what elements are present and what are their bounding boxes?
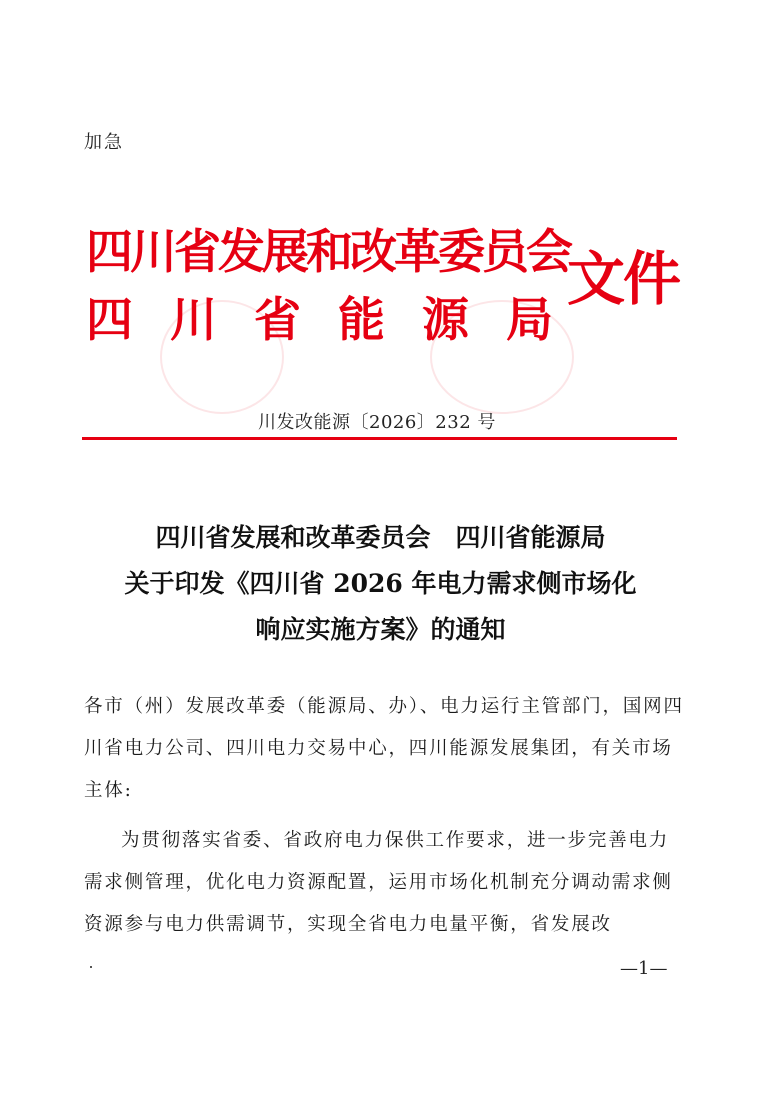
- urgency-mark: 加急: [84, 132, 124, 153]
- issuing-org-line-1: 四川省发展和改革委员会: [86, 225, 570, 280]
- red-divider-line: [82, 437, 677, 440]
- addressee-paragraph: 各市（州）发展改革委（能源局、办）、电力运行主管部门，国网四川省电力公司、四川电力交易中心，四川能源发展集团，有关市场主体:: [84, 696, 684, 801]
- body-paragraph: 为贯彻落实省委、省政府电力保供工作要求，进一步完善电力需求侧管理，优化电力资源配置，运用市场化机制充分调动需求侧资源参与电力供需调节，实现全省电力电量平衡，省发展改: [84, 830, 673, 935]
- document-header: [0, 0, 761, 450]
- issuing-org-line-2: 四川省能源局: [86, 293, 590, 348]
- document-number: 川发改能源〔2026〕232 号: [258, 412, 496, 433]
- stray-dot: [90, 966, 92, 968]
- document-type-label: 文件: [567, 245, 680, 313]
- title-line-3: 响应实施方案》的通知: [255, 615, 506, 644]
- title-line-2: 关于印发《四川省 2026 年电力需求侧市场化: [124, 569, 637, 598]
- title-line-1: 四川省发展和改革委员会 四川省能源局: [155, 523, 606, 552]
- page-number: —1—: [620, 958, 668, 979]
